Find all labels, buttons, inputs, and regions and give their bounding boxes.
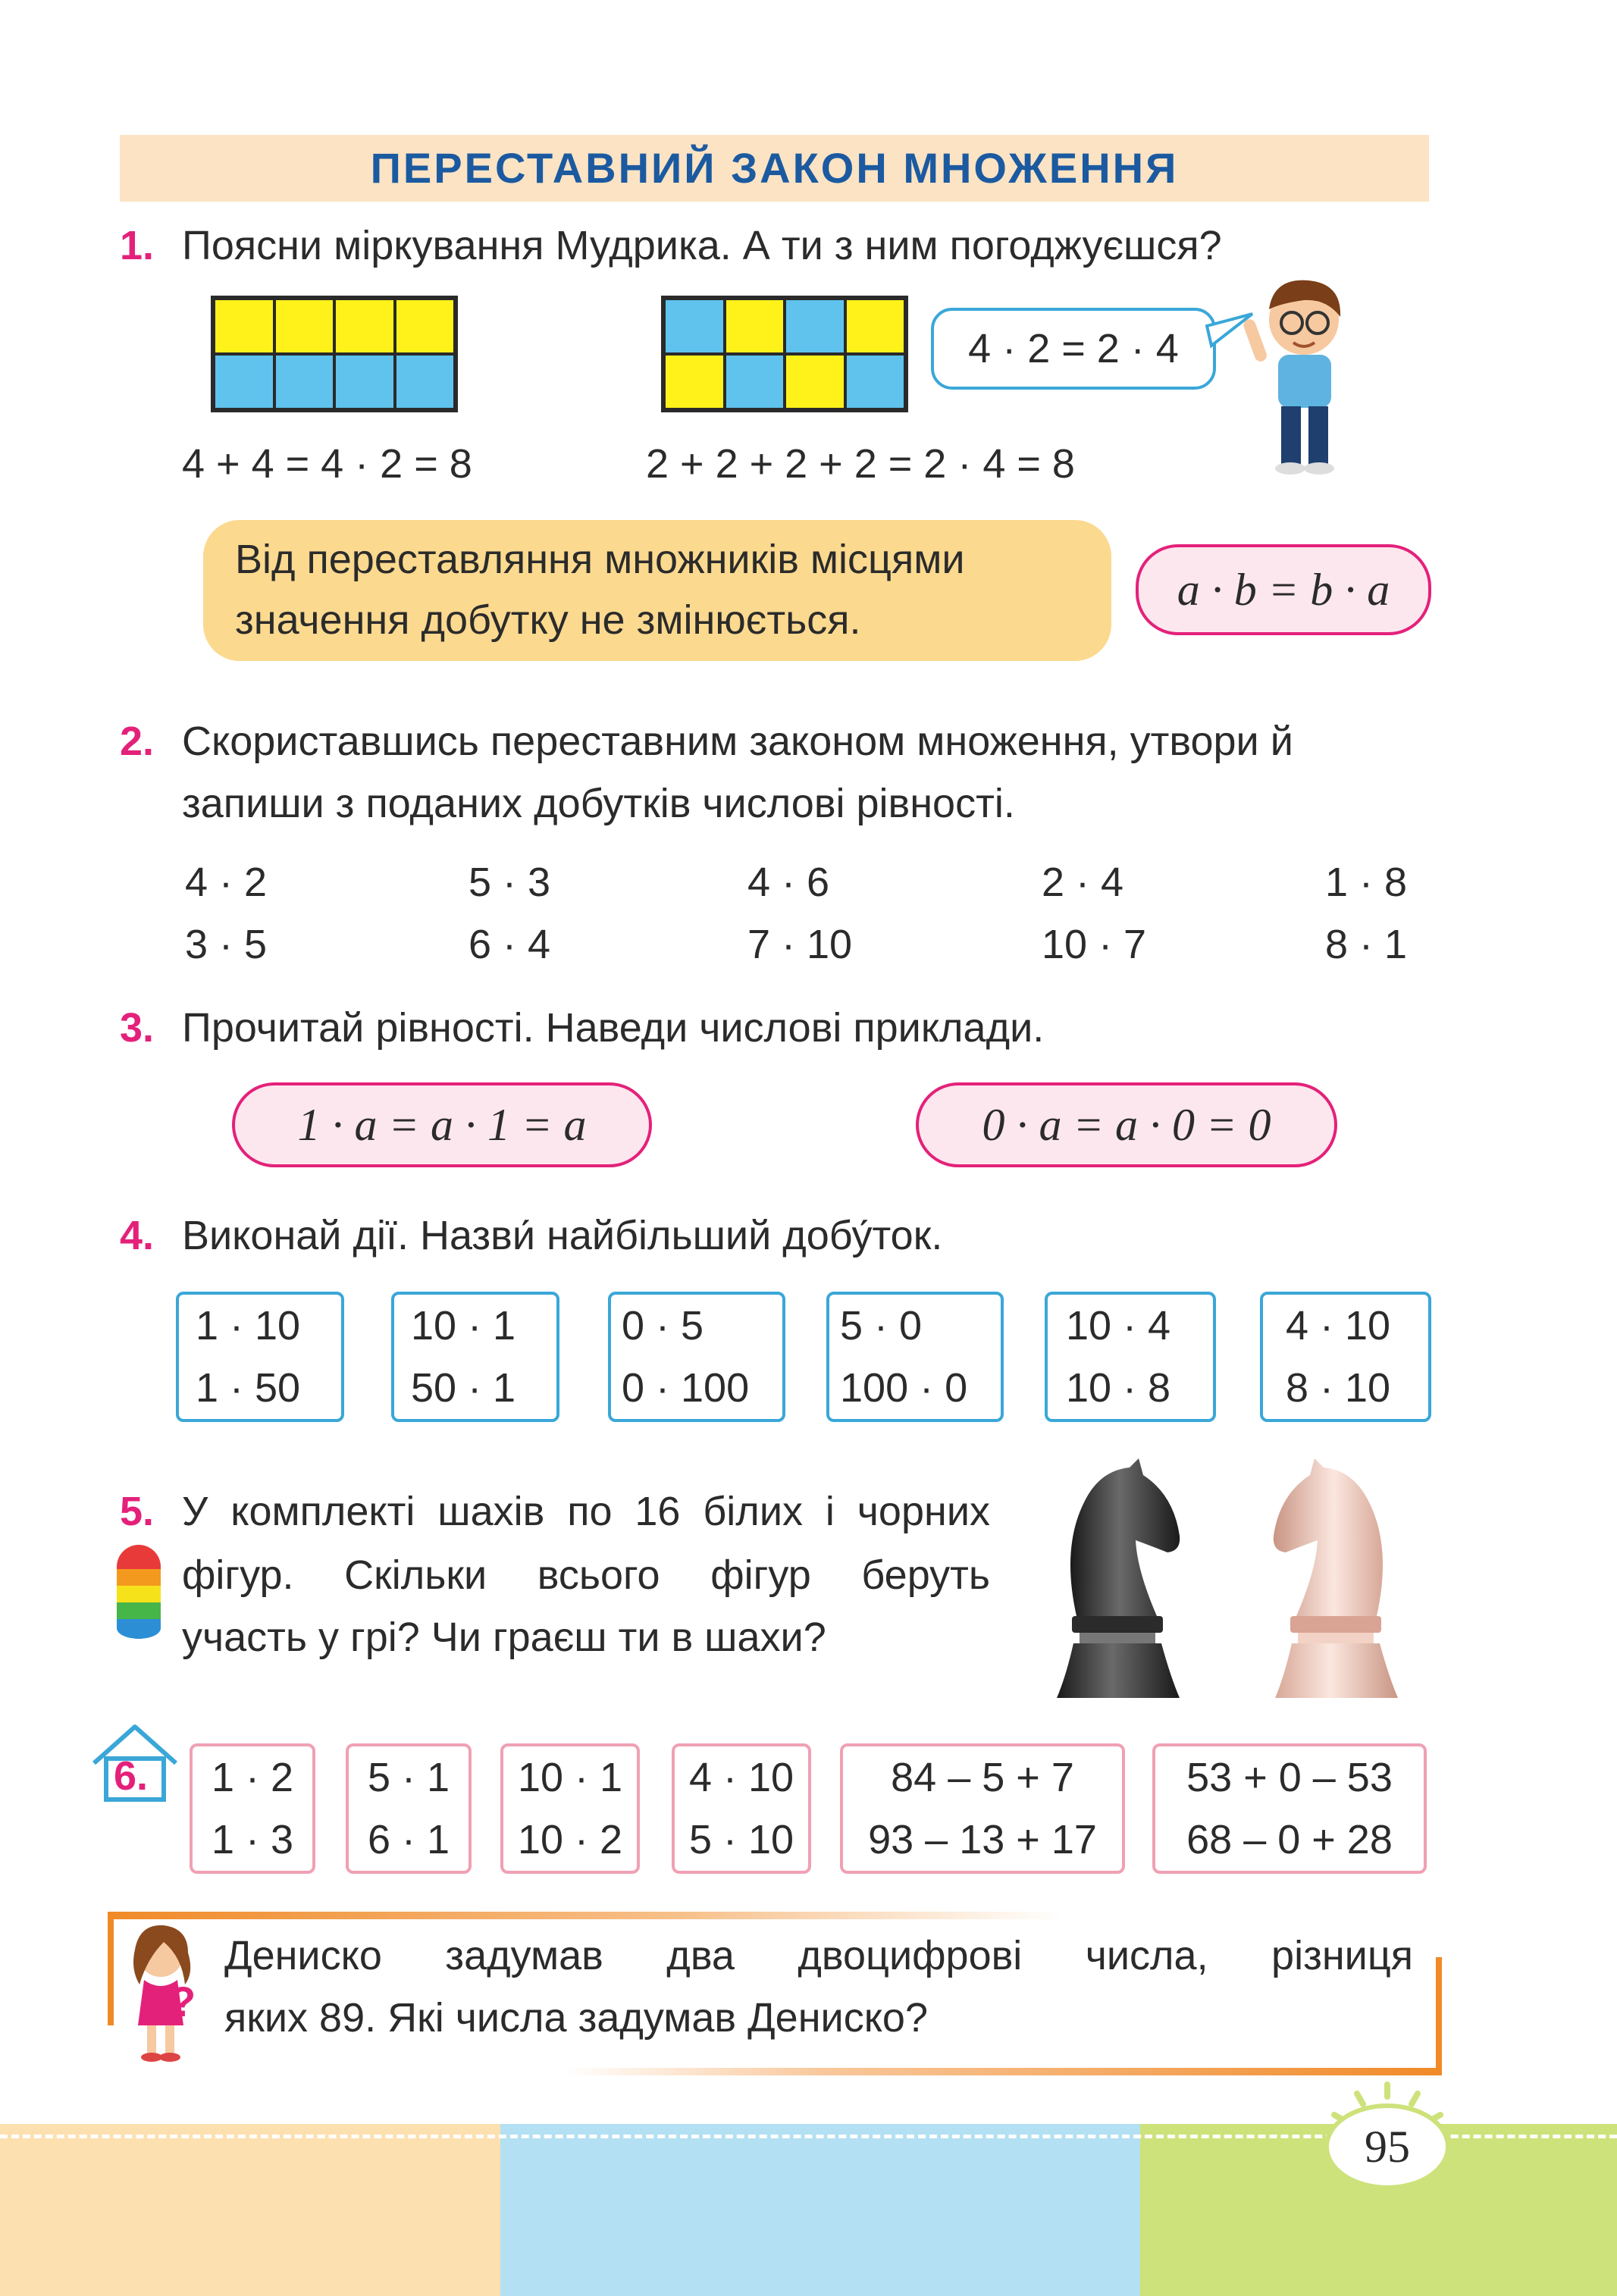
task2-line1: Скориставшись переставним законом множення, утвори й — [182, 719, 1293, 764]
task4-box-b: 8 · 10 — [1286, 1365, 1391, 1411]
task5-line1: У комплекті шахів по 16 білих і чорних — [182, 1489, 990, 1534]
task4-text: Виконай дії. Назви́ найбільший добу́ток. — [182, 1213, 943, 1258]
task5-line3: участь у грі? Чи граєш ти в шахи? — [182, 1615, 826, 1660]
task6-box-b: 93 – 13 + 17 — [868, 1817, 1097, 1862]
task2-item: 4 · 2 — [185, 860, 268, 905]
task6-box-b: 5 · 10 — [688, 1817, 794, 1862]
task2-number: 2. — [120, 719, 155, 764]
task6-box-a: 10 · 1 — [517, 1755, 623, 1800]
grid-yellow-top — [211, 296, 458, 412]
task4-box-b: 1 · 50 — [196, 1365, 301, 1411]
task6-box-b: 6 · 1 — [367, 1817, 450, 1862]
task6-box-a: 53 + 0 – 53 — [1186, 1755, 1393, 1800]
task4-box-a: 4 · 10 — [1286, 1303, 1391, 1348]
task4-box — [1045, 1292, 1216, 1422]
rule-line1: Від переставляння множників місцями — [235, 537, 965, 582]
task6-box — [1152, 1743, 1427, 1874]
task4-box-b: 100 · 0 — [840, 1365, 968, 1411]
task6-box — [500, 1743, 640, 1874]
task3-number: 3. — [120, 1005, 155, 1051]
task6-box — [346, 1743, 472, 1874]
task1-number: 1. — [120, 223, 155, 268]
task6-box-a: 5 · 1 — [367, 1755, 450, 1800]
task3-text: Прочитай рівності. Наведи числові приклади. — [182, 1005, 1045, 1051]
task4-box-a: 5 · 0 — [840, 1303, 923, 1348]
task4-number: 4. — [120, 1213, 155, 1258]
task6-box-b: 68 – 0 + 28 — [1186, 1817, 1393, 1862]
task6-box-b: 10 · 2 — [517, 1817, 623, 1862]
task2-item: 5 · 3 — [468, 860, 551, 905]
task4-box-b: 50 · 1 — [411, 1365, 516, 1411]
formula-one: 1 · a = a · 1 = a — [232, 1082, 652, 1167]
task6-box — [840, 1743, 1125, 1874]
task2-item: 8 · 1 — [1325, 922, 1408, 967]
task4-box — [608, 1292, 785, 1422]
footer-band-blue — [500, 2124, 1140, 2296]
task4-box-a: 10 · 4 — [1066, 1303, 1171, 1348]
task2-item: 10 · 7 — [1042, 922, 1147, 967]
task4-box-a: 1 · 10 — [196, 1303, 301, 1348]
boy-character-icon — [1243, 273, 1357, 478]
rule-line2: значення добутку не змінюється. — [235, 597, 861, 643]
formula-zero: 0 · a = a · 0 = 0 — [916, 1082, 1337, 1167]
task4-box-a: 0 · 5 — [622, 1303, 704, 1348]
page-number: 95 — [1365, 2122, 1410, 2172]
formula-ab: a · b = b · a — [1136, 544, 1431, 635]
task5-number: 5. — [120, 1489, 155, 1534]
task6-box-a: 1 · 2 — [211, 1755, 294, 1800]
task2-item: 6 · 4 — [468, 922, 551, 967]
footer-band-orange — [0, 2124, 500, 2296]
task4-box — [826, 1292, 1004, 1422]
task6-box-a: 84 – 5 + 7 — [891, 1755, 1074, 1800]
task2-item: 3 · 5 — [185, 922, 268, 967]
puzzle-line2: яких 89. Які числа задумав Дениско? — [224, 1995, 928, 2041]
task4-box-b: 0 · 100 — [622, 1365, 750, 1411]
task6-box — [190, 1743, 315, 1874]
grid-alternating — [661, 296, 908, 412]
task4-box — [391, 1292, 559, 1422]
task5-line2: фігур. Скільки всього фігур беруть — [182, 1552, 990, 1598]
task4-box-b: 10 · 8 — [1066, 1365, 1171, 1411]
white-knight-icon — [1263, 1457, 1407, 1707]
task6-box-a: 4 · 10 — [688, 1755, 794, 1800]
task2-line2: запиши з поданих добутків числові рівності. — [182, 781, 1015, 826]
task4-box-a: 10 · 1 — [411, 1303, 516, 1348]
task1-eq-right: 2 + 2 + 2 + 2 = 2 · 4 = 8 — [646, 441, 1075, 487]
task1-eq-left: 4 + 4 = 4 · 2 = 8 — [182, 441, 472, 487]
page-title: ПЕРЕСТАВНИЙ ЗАКОН МНОЖЕННЯ — [370, 144, 1179, 192]
task6-number: 6. — [114, 1753, 149, 1799]
task6-box-b: 1 · 3 — [211, 1817, 294, 1862]
task1-text: Поясни міркування Мудрика. А ти з ним погоджуєшся? — [182, 223, 1222, 268]
task4-box — [1260, 1292, 1431, 1422]
task2-item: 2 · 4 — [1042, 860, 1124, 905]
speech-bubble: 4 · 2 = 2 · 4 — [931, 308, 1216, 390]
difficulty-rainbow-icon — [115, 1543, 162, 1640]
girl-character-icon — [121, 1919, 205, 2063]
task2-item: 1 · 8 — [1325, 860, 1408, 905]
task4-box — [176, 1292, 344, 1422]
task6-box — [672, 1743, 811, 1874]
svg-text:?: ? — [170, 1978, 196, 2025]
puzzle-line1: Дениско задумав два двоцифрові числа, різниця — [224, 1933, 1413, 1978]
black-knight-icon — [1046, 1457, 1190, 1707]
task2-item: 4 · 6 — [747, 860, 830, 905]
task2-item: 7 · 10 — [747, 922, 853, 967]
